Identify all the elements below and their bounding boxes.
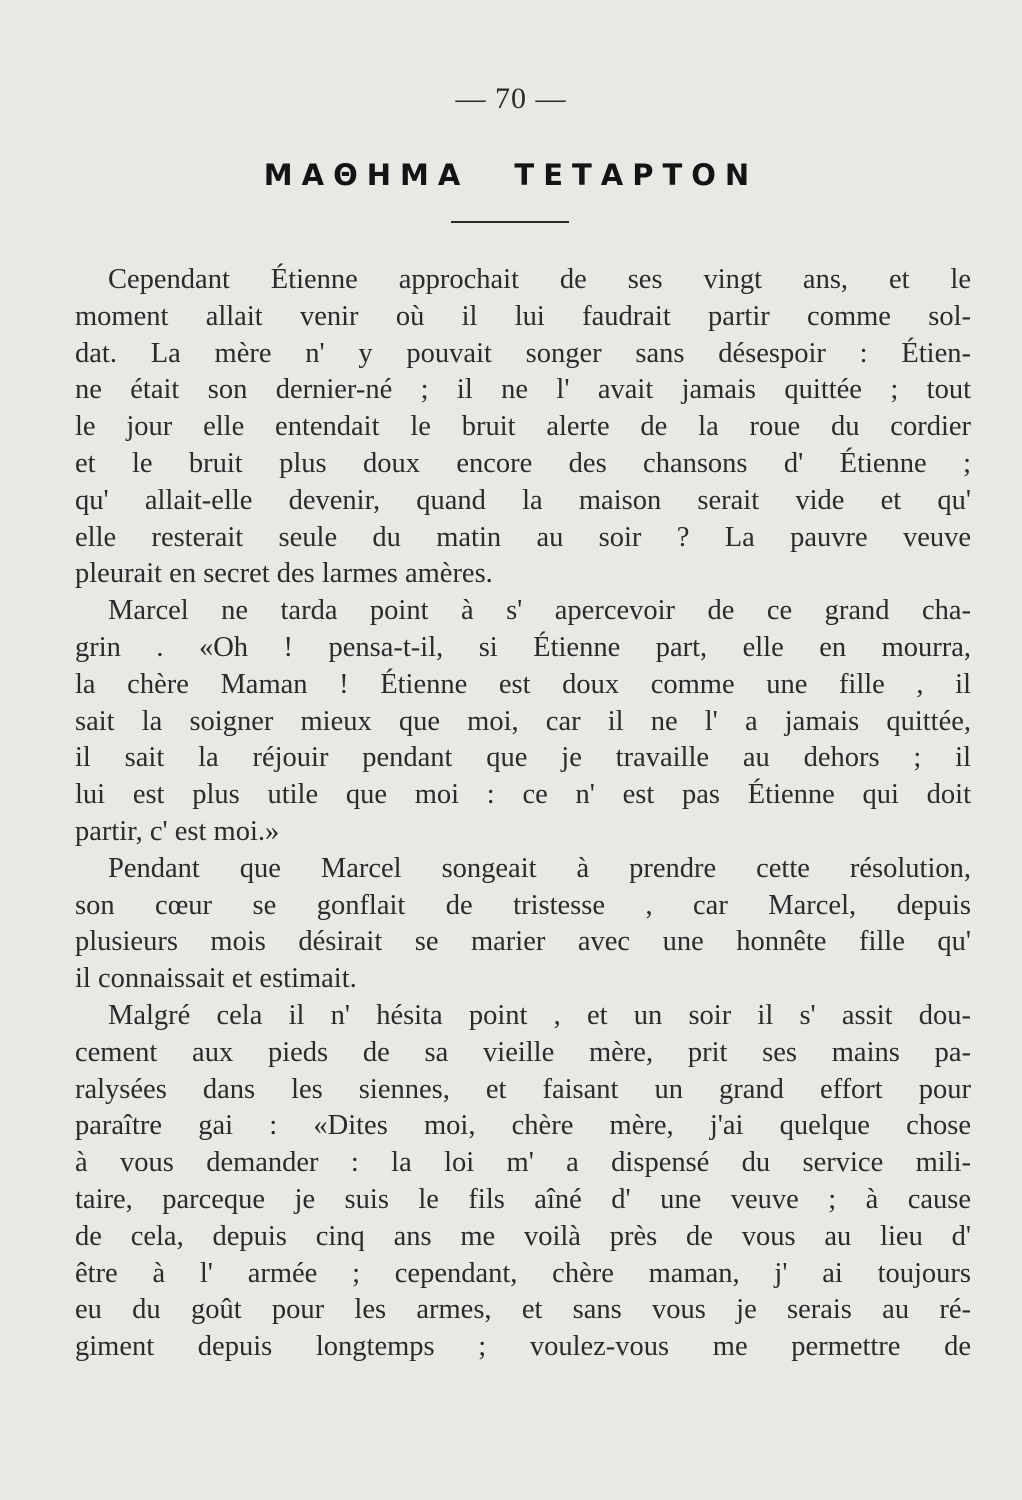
paragraph-2 [75, 593, 971, 851]
text-line: Cependant Étienne approchait de ses vingt ans, et le [108, 264, 971, 295]
page-number: — 70 — [455, 82, 567, 115]
text-line: il sait la réjouir pendant que je travaille au dehors ; il [75, 742, 971, 774]
text-line: pleurait en secret des larmes amères. [75, 558, 493, 590]
text-line: la chère Maman ! Étienne est doux comme une fille , il [75, 668, 971, 700]
text-line: elle resterait seule du matin au soir ? La pauvre veuve [75, 521, 971, 553]
paragraph-3 [75, 851, 971, 998]
text-line: plusieurs mois désirait se marier avec une honnête fille qu' [75, 926, 971, 958]
body-text [75, 262, 971, 1366]
text-line: à vous demander : la loi m' a dispensé du service mili- [75, 1147, 971, 1179]
text-line: lui est plus utile que moi : ce n' est pas Étienne qui doit [75, 779, 971, 811]
paragraph-1 [75, 262, 971, 593]
text-line: Pendant que Marcel songeait à prendre cette résolution, [108, 852, 971, 884]
text-line: giment depuis longtemps ; voulez-vous me permettre de [75, 1331, 971, 1363]
text-line: le jour elle entendait le bruit alerte de la roue du cordier [75, 411, 971, 443]
text-line: il connaissait et estimait. [75, 963, 357, 995]
paragraph-4 [75, 998, 971, 1366]
text-line: Marcel ne tarda point à s' apercevoir de ce grand cha- [108, 595, 971, 627]
text-line: moment allait venir où il lui faudrait partir comme sol- [75, 300, 971, 332]
text-line: cement aux pieds de sa vieille mère, prit ses mains pa- [75, 1036, 971, 1068]
text-line: qu' allait-elle devenir, quand la maison serait vide et qu' [75, 484, 971, 516]
text-line: grin . «Oh ! pensa-t-il, si Étienne part, elle en mourra, [75, 631, 971, 663]
text-line: sait la soigner mieux que moi, car il ne l' a jamais quittée, [75, 705, 971, 737]
title-divider [451, 221, 569, 223]
text-line: taire, parceque je suis le fils aîné d' une veuve ; à cause [75, 1183, 971, 1215]
text-line: eu du goût pour les armes, et sans vous je serais au ré- [75, 1294, 971, 1326]
chapter-title: ΜΑΘΗΜΑ ΤΕΤΑΡΤΟΝ [263, 158, 759, 192]
text-line: partir, c' est moi.» [75, 815, 280, 847]
text-line: être à l' armée ; cependant, chère maman, j' ai toujours [75, 1257, 971, 1289]
text-line: son cœur se gonflait de tristesse , car Marcel, depuis [75, 889, 971, 921]
text-line: ralysées dans les siennes, et faisant un grand effort pour [75, 1073, 971, 1105]
text-line: de cela, depuis cinq ans me voilà près de vous au lieu d' [75, 1220, 971, 1252]
text-line: paraître gai : «Dites moi, chère mère, j'ai quelque chose [75, 1110, 971, 1142]
text-line: ne était son dernier-né ; il ne l' avait jamais quittée ; tout [75, 374, 971, 406]
text-line: Malgré cela il n' hésita point , et un soir il s' assit dou- [108, 999, 971, 1031]
text-line: dat. La mère n' y pouvait songer sans désespoir : Étien- [75, 337, 971, 369]
text-line: et le bruit plus doux encore des chansons d' Étienne ; [75, 447, 971, 479]
